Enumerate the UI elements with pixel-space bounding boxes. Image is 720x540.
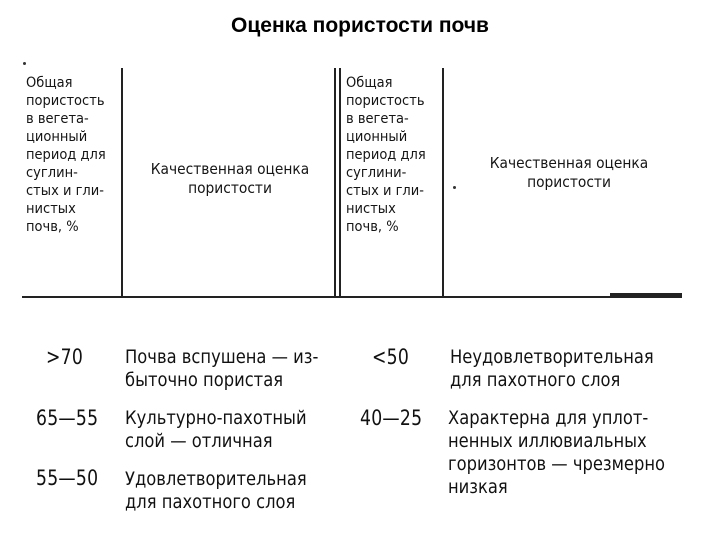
header-rule-thick xyxy=(610,293,682,296)
page-title: Оценка пористости почв xyxy=(231,14,489,37)
row-text-left: Почва вспушена — из- быточно пористая xyxy=(125,346,319,391)
row-value-left: 65—55 xyxy=(36,406,99,430)
header-quality-right: Качественная оценка пористости xyxy=(489,154,649,191)
row-value-right: <50 xyxy=(372,345,410,369)
row-value-left: >70 xyxy=(46,345,84,369)
row-text-right: Неудовлетворительная для пахотного слоя xyxy=(450,346,654,391)
header-porosity-left: Общая пористость в вегета- ционный период для суглин- стых и гли- нистых почв, % xyxy=(26,75,106,235)
column-divider xyxy=(339,68,341,296)
scan-speck xyxy=(453,186,456,189)
row-text-left: Культурно-пахотный слой — отличная xyxy=(125,407,307,452)
scan-speck xyxy=(23,62,26,65)
row-value-right: 40—25 xyxy=(360,406,423,430)
row-text-left: Удовлетворительная для пахотного слоя xyxy=(125,468,307,513)
header-quality-left: Качественная оценка пористости xyxy=(150,160,310,197)
row-value-left: 55—50 xyxy=(36,466,99,490)
column-divider xyxy=(334,68,336,296)
column-divider xyxy=(442,68,444,296)
header-rule xyxy=(22,296,682,298)
row-text-right: Характерна для уплот- ненных иллювиальных горизонтов — чрезмерно низкая xyxy=(448,407,666,498)
column-divider xyxy=(121,68,123,296)
header-porosity-right: Общая пористость в вегета- ционный период для суглини- стых и гли- нистых почв, % xyxy=(346,75,426,235)
